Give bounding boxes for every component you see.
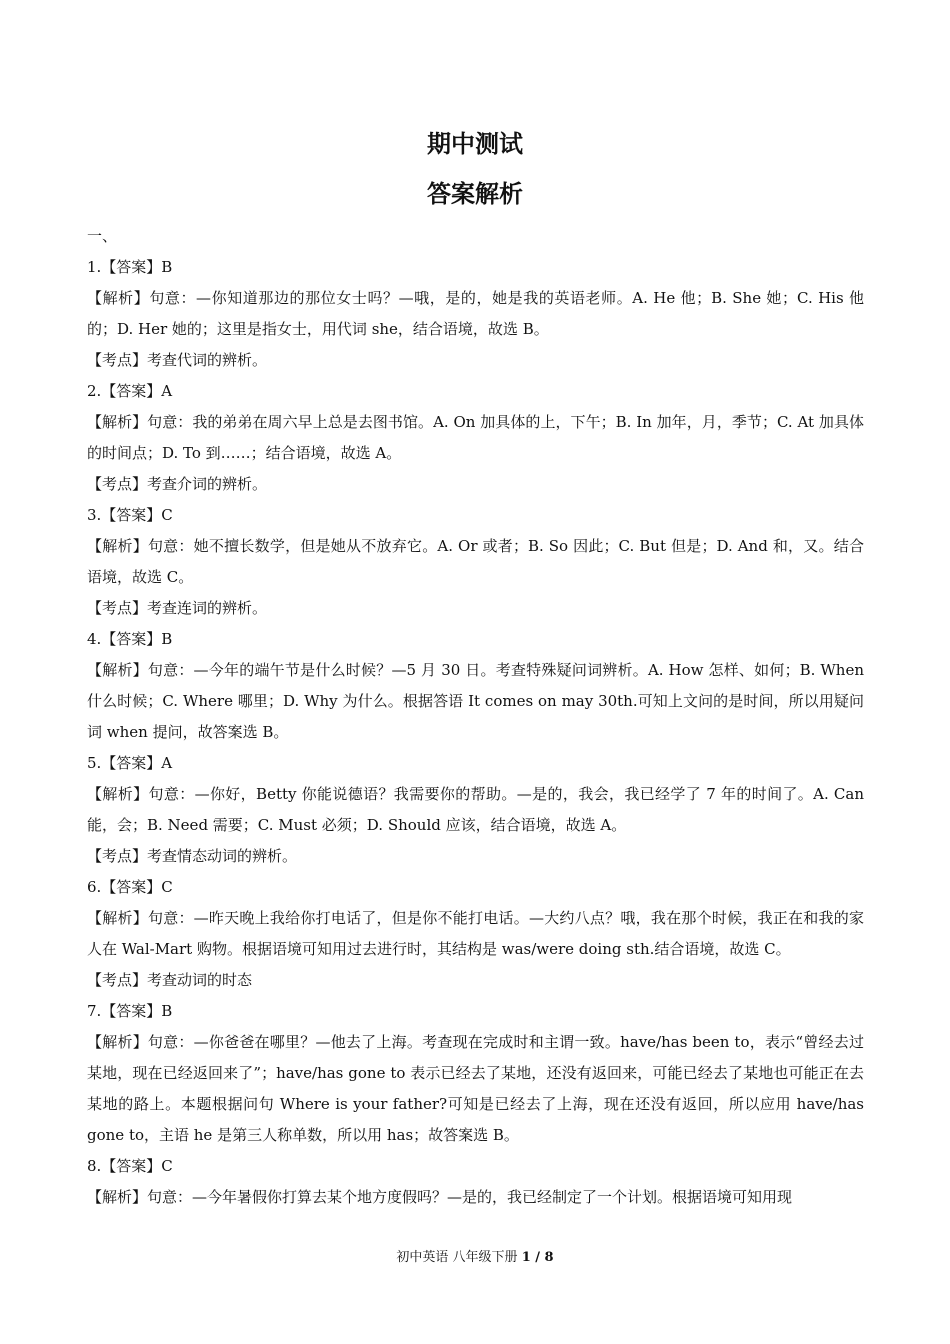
analysis-text: 【解析】句意：我的弟弟在周六早上总是去图书馆。A. On 加具体的上，下午；B. In 加年，月，季节；C. At 加具体的时间点；D. To 到……；结合语境，故选 A。: [87, 413, 864, 462]
page-subtitle: 答案解析: [427, 180, 523, 208]
analysis-text: 【解析】句意：—你爸爸在哪里？—他去了上海。考查现在完成时和主谓一致。have/has been to，表示“曾经去过某地，现在已经返回来了”；have/has gone to 表示已经去了某地，还没有返回来，可能已经去了某地也可能正在去某地的路上。本题根据问句 Where is your father?可知是已经去了上海，现在还没有返回，所以应用 have/has gone to，主语 he 是第三人称单数，所以用 has；故答案选 B。: [87, 1033, 864, 1144]
page-number: 1 / 8: [521, 1250, 554, 1265]
analysis-text: 【解析】句意：—你好，Betty 你能说德语？我需要你的帮助。—是的，我会，我已经学了 7 年的时间了。A. Can 能，会；B. Need 需要；C. Must 必须；D. Should 应该，结合语境，故选 A。: [87, 785, 864, 834]
page-footer: [0, 1246, 950, 1265]
analysis-text: 【解析】句意：—昨天晚上我给你打电话了，但是你不能打电话。—大约八点？哦，我在那个时候，我正在和我的家人在 Wal-Mart 购物。根据语境可知用过去进行时，其结构是 was/were doing sth.结合语境，故选 C。: [87, 909, 864, 958]
answer-line: 1.【答案】B: [87, 258, 173, 276]
test-point: 【考点】考查动词的时态: [87, 971, 253, 989]
question-item: [87, 748, 864, 872]
question-item: [87, 872, 864, 996]
test-point: 【考点】考查代词的辨析。: [87, 351, 268, 369]
question-item: [87, 1151, 864, 1213]
analysis-text: 【解析】句意：—你知道那边的那位女士吗？—哦，是的，她是我的英语老师。A. He 他；B. She 她；C. His 他的；D. Her 她的；这里是指女士，用代词 she，结合语境，故选 B。: [87, 289, 864, 338]
answer-line: 7.【答案】B: [87, 1002, 173, 1020]
question-item: [87, 252, 864, 376]
question-item: [87, 996, 864, 1151]
page-title: 期中测试: [427, 130, 523, 158]
analysis-text: 【解析】句意：她不擅长数学，但是她从不放弃它。A. Or 或者；B. So 因此；C. But 但是；D. And 和，又。结合语境，故选 C。: [87, 537, 864, 586]
section-heading: 一、: [87, 227, 118, 245]
answer-line: 3.【答案】C: [87, 506, 173, 524]
question-item: [87, 624, 864, 748]
question-item: [87, 500, 864, 624]
question-item: [87, 376, 864, 500]
answer-line: 2.【答案】A: [87, 382, 173, 400]
answer-line: 6.【答案】C: [87, 878, 173, 896]
answer-line: 8.【答案】C: [87, 1157, 173, 1175]
analysis-text: 【解析】句意：—今年暑假你打算去某个地方度假吗？—是的，我已经制定了一个计划。根据语境可知用现: [87, 1188, 793, 1206]
test-point: 【考点】考查连词的辨析。: [87, 599, 268, 617]
test-point: 【考点】考查介词的辨析。: [87, 475, 268, 493]
answer-list: [87, 221, 864, 1213]
analysis-text: 【解析】句意：—今年的端午节是什么时候？—5 月 30 日。考查特殊疑问词辨析。A. How 怎样、如何；B. When 什么时候；C. Where 哪里；D. Why 为什么。根据答语 It comes on may 30th.可知上文问的是时间，所以用疑问词 when 提问，故答案选 B。: [87, 661, 864, 741]
footer-course: 初中英语 八年级下册: [396, 1250, 518, 1265]
answer-line: 5.【答案】A: [87, 754, 173, 772]
test-point: 【考点】考查情态动词的辨析。: [87, 847, 298, 865]
answer-line: 4.【答案】B: [87, 630, 173, 648]
